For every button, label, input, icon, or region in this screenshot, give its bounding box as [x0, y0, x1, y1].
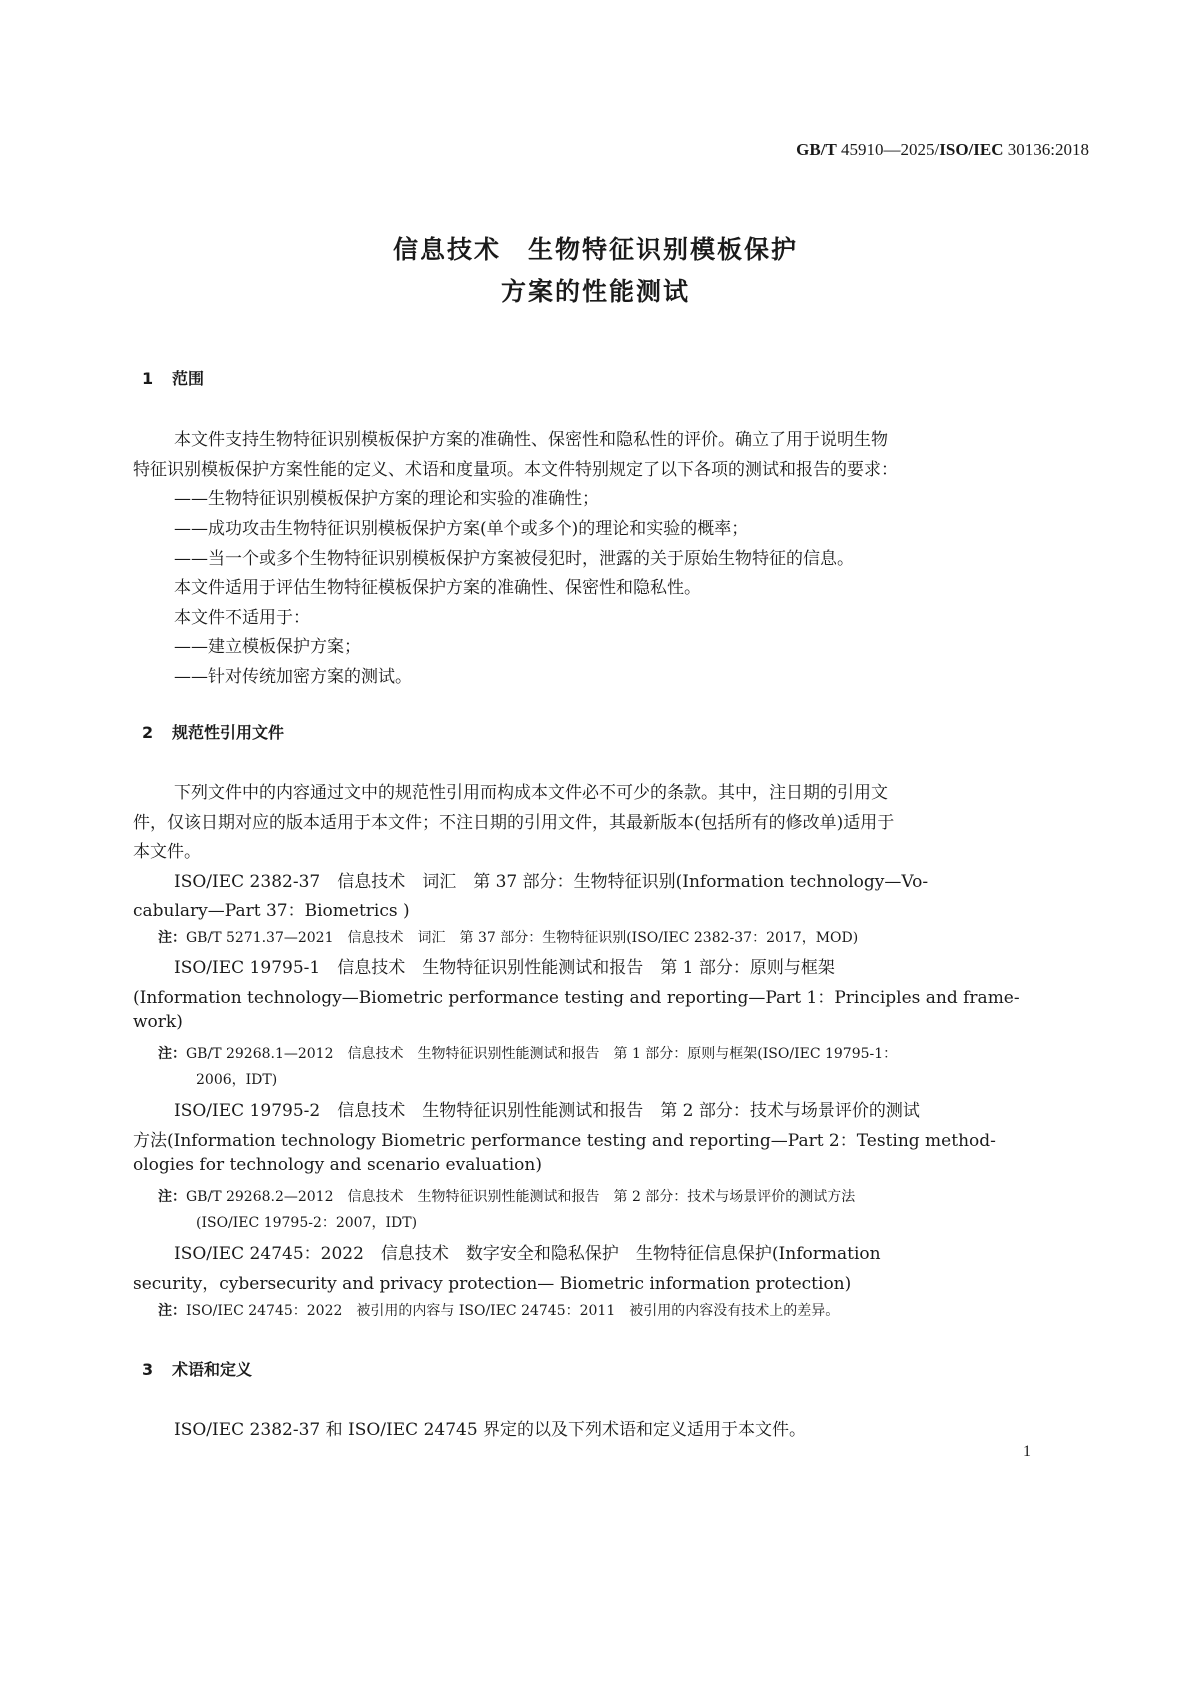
note-text: GB/T 29268.2—2012 信息技术 生物特征识别性能测试和报告 第 2 部分：技术与场景评价的测试方法: [186, 1189, 856, 1205]
reference-line: work): [133, 1012, 183, 1032]
section-heading-2: [142, 720, 284, 743]
paragraph-line: 本文件不适用于：: [174, 608, 310, 628]
section-title: 范围: [172, 369, 205, 388]
section-title: 术语和定义: [172, 1360, 253, 1379]
paragraph-line: 特征识别模板保护方案性能的定义、术语和度量项。本文件特别规定了以下各项的测试和报告的要求：: [133, 460, 898, 480]
reference-line: security，cybersecurity and privacy protection— Biometric information protection): [133, 1274, 852, 1294]
paragraph-line: 本文件适用于评估生物特征模板保护方案的准确性、保密性和隐私性。: [174, 578, 701, 598]
reference-note: [158, 1043, 897, 1063]
reference-line: ISO/IEC 19795-1 信息技术 生物特征识别性能测试和报告 第 1 部分：原则与框架: [174, 958, 835, 978]
section-number: 3: [142, 1360, 154, 1379]
paragraph-line: 下列文件中的内容通过文中的规范性引用而构成本文件必不可少的条款。其中，注日期的引用文: [174, 783, 888, 803]
reference-note: [158, 927, 858, 947]
reference-line: ISO/IEC 24745：2022 信息技术 数字安全和隐私保护 生物特征信息保护(Information: [174, 1244, 881, 1264]
section-number: 2: [142, 723, 154, 742]
std-number: 45910—2025/: [841, 140, 940, 159]
reference-line: ologies for technology and scenario evaluation): [133, 1155, 542, 1175]
list-item: ——针对传统加密方案的测试。: [174, 667, 412, 687]
document-title-line1: 信息技术 生物特征识别模板保护: [392, 235, 798, 264]
note-text: GB/T 5271.37—2021 信息技术 词汇 第 37 部分：生物特征识别(ISO/IEC 2382-37：2017，MOD): [186, 930, 859, 946]
list-item: ——成功攻击生物特征识别模板保护方案(单个或多个)的理论和实验的概率；: [174, 519, 749, 539]
section-title: 规范性引用文件: [172, 723, 285, 742]
page-number: 1: [1023, 1443, 1031, 1460]
iso-number: 30136:2018: [1007, 140, 1089, 159]
note-label: 注：: [158, 1189, 186, 1205]
reference-note: [158, 1186, 855, 1206]
section-heading-3: [142, 1357, 252, 1380]
note-text: GB/T 29268.1—2012 信息技术 生物特征识别性能测试和报告 第 1 部分：原则与框架(ISO/IEC 19795-1：: [186, 1046, 898, 1062]
list-item: ——当一个或多个生物特征识别模板保护方案被侵犯时，泄露的关于原始生物特征的信息。: [174, 549, 854, 569]
note-label: 注：: [158, 1046, 186, 1062]
document-title-line2: 方案的性能测试: [500, 277, 690, 306]
paragraph-line: ISO/IEC 2382-37 和 ISO/IEC 24745 界定的以及下列术语和定义适用于本文件。: [174, 1420, 807, 1440]
list-item: ——生物特征识别模板保护方案的理论和实验的准确性；: [174, 489, 599, 509]
section-heading-1: [142, 366, 204, 389]
reference-line: 方法(Information technology Biometric performance testing and reporting—Part 2：Testing method-: [133, 1131, 996, 1151]
reference-note: [158, 1300, 839, 1320]
standard-code: [796, 140, 1089, 160]
note-text-continued: 2006，IDT): [196, 1072, 278, 1088]
paragraph-line: 本文件。: [133, 842, 201, 862]
note-label: 注：: [158, 930, 186, 946]
note-label: 注：: [158, 1303, 186, 1319]
reference-line: ISO/IEC 2382-37 信息技术 词汇 第 37 部分：生物特征识别(Information technology—Vo-: [174, 872, 929, 892]
paragraph-line: 件，仅该日期对应的版本适用于本文件；不注日期的引用文件，其最新版本(包括所有的修改单)适用于: [133, 813, 895, 833]
list-item: ——建立模板保护方案；: [174, 637, 361, 657]
paragraph-line: 本文件支持生物特征识别模板保护方案的准确性、保密性和隐私性的评价。确立了用于说明生物: [174, 430, 888, 450]
section-number: 1: [142, 369, 154, 388]
std-prefix: GB/T: [796, 140, 837, 159]
reference-line: cabulary—Part 37：Biometrics ): [133, 901, 410, 921]
reference-line: (Information technology—Biometric performance testing and reporting—Part 1：Principles and frame-: [133, 988, 1020, 1008]
reference-line: ISO/IEC 19795-2 信息技术 生物特征识别性能测试和报告 第 2 部分：技术与场景评价的测试: [174, 1101, 920, 1121]
iso-prefix: ISO/IEC: [939, 140, 1004, 159]
note-text: ISO/IEC 24745：2022 被引用的内容与 ISO/IEC 24745：2011 被引用的内容没有技术上的差异。: [186, 1303, 840, 1319]
note-text-continued: (ISO/IEC 19795-2：2007，IDT): [196, 1215, 418, 1231]
